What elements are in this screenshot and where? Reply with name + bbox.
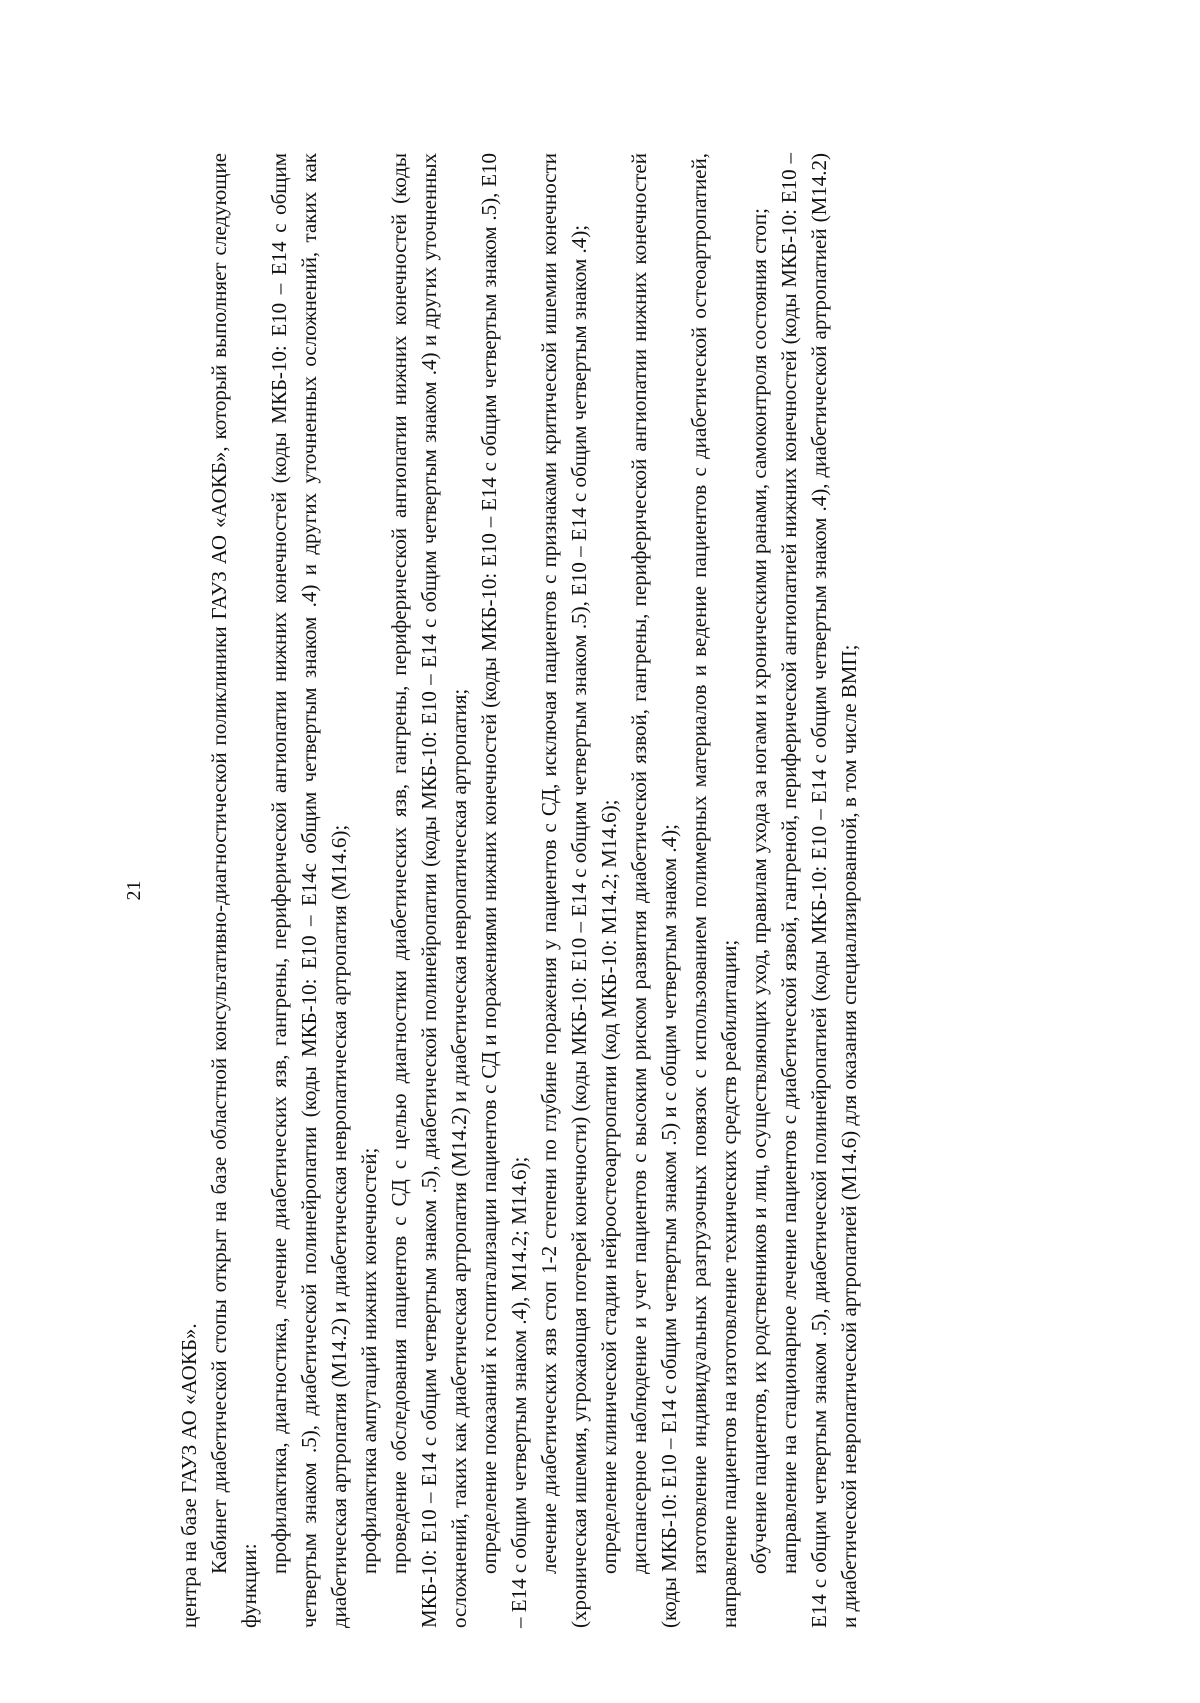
paragraph: проведение обследования пациентов с СД с целью диагностики диабетических язв, гангрены, периферической ангиопатии нижних конечностей (коды МКБ-10: E10 – E14 с общим четвертым знаком .5), диабетической полинейропатии (коды МКБ-10: E10 – E14 с общим четвертым знаком .4) и других уточненных осложнений, таких как диабетическая артропатия (M14.2) и диабетическая невропатическая артропатия; xyxy=(387,153,471,1628)
paragraph: обучение пациентов, их родственников и лиц, осуществляющих уход, правилам ухода за ногами и хроническими ранами, самоконтроля состояния стоп; xyxy=(747,208,771,1574)
rotated-text-block xyxy=(120,153,1080,1628)
paragraph: профилактика ампутаций нижних конечностей; xyxy=(357,1147,381,1574)
paragraph: направление на стационарное лечение пациентов с диабетической язвой, гангреной, периферической ангиопатией нижних конечностей (коды МКБ-10: E10 – E14 с общим четвертым знаком .5), диабетической полинейропатией (коды МКБ-10: E10 – E14 с общим четвертым знаком .4), диабетической артропатией (M14.2) и диабетической невропатической артропатией (M14.6) для оказания специализированной, в том числе ВМП; xyxy=(777,153,861,1628)
page-number: 21 xyxy=(123,880,145,901)
paragraph: определение клинической стадии нейроостеоартропатии (код МКБ-10: M14.2; M14.6); xyxy=(597,799,621,1574)
paragraph: профилактика, диагностика, лечение диабетических язв, гангрены, периферической ангиопатии нижних конечностей (коды МКБ-10: E10 – E14 с общим четвертым знаком .5), диабетической полинейропатии (коды МКБ-10: E10 – E14с общим четвертым знаком .4) и других уточненных осложнений, таких как диабетическая артропатия (M14.2) и диабетическая невропатическая артропатия (M14.6); xyxy=(267,153,351,1628)
body-text xyxy=(174,153,864,1628)
paragraph: диспансерное наблюдение и учет пациентов с высоким риском развития диабетической язвой, гангрены, периферической ангиопатии нижних конечностей (коды МКБ-10: E10 – E14 с общим четвертым знаком .5) и с общим четвертым знаком .4); xyxy=(627,153,681,1628)
paragraph: центра на базе ГАУЗ АО «АОКБ». xyxy=(177,1323,201,1628)
paragraph: определение показаний к госпитализации пациентов с СД и поражениями нижних конечностей (коды МКБ-10: E10 – E14 с общим четвертым знаком .5), E10 – E14 с общим четвертым знаком .4), M14.2; M14.6); xyxy=(477,153,531,1628)
paragraph: Кабинет диабетической стопы открыт на базе областной консультативно-диагностической поликлиники ГАУЗ АО «АОКБ», который выполняет следующие функции: xyxy=(207,153,261,1628)
paragraph: лечение диабетических язв стоп 1-2 степени по глубине поражения у пациентов с СД, исключая пациентов с признаками критической ишемии конечности (хроническая ишемия, угрожающая потерей конечности) (коды МКБ-10: E10 – E14 с общим четвертым знаком .5), E10 – E14 с общим четвертым знаком .4); xyxy=(537,153,591,1628)
paragraph: изготовление индивидуальных разгрузочных повязок с использованием полимерных материалов и ведение пациентов с диабетической остеоартропатией, направление пациентов на изготовление технических средств реабилитации; xyxy=(687,153,741,1628)
